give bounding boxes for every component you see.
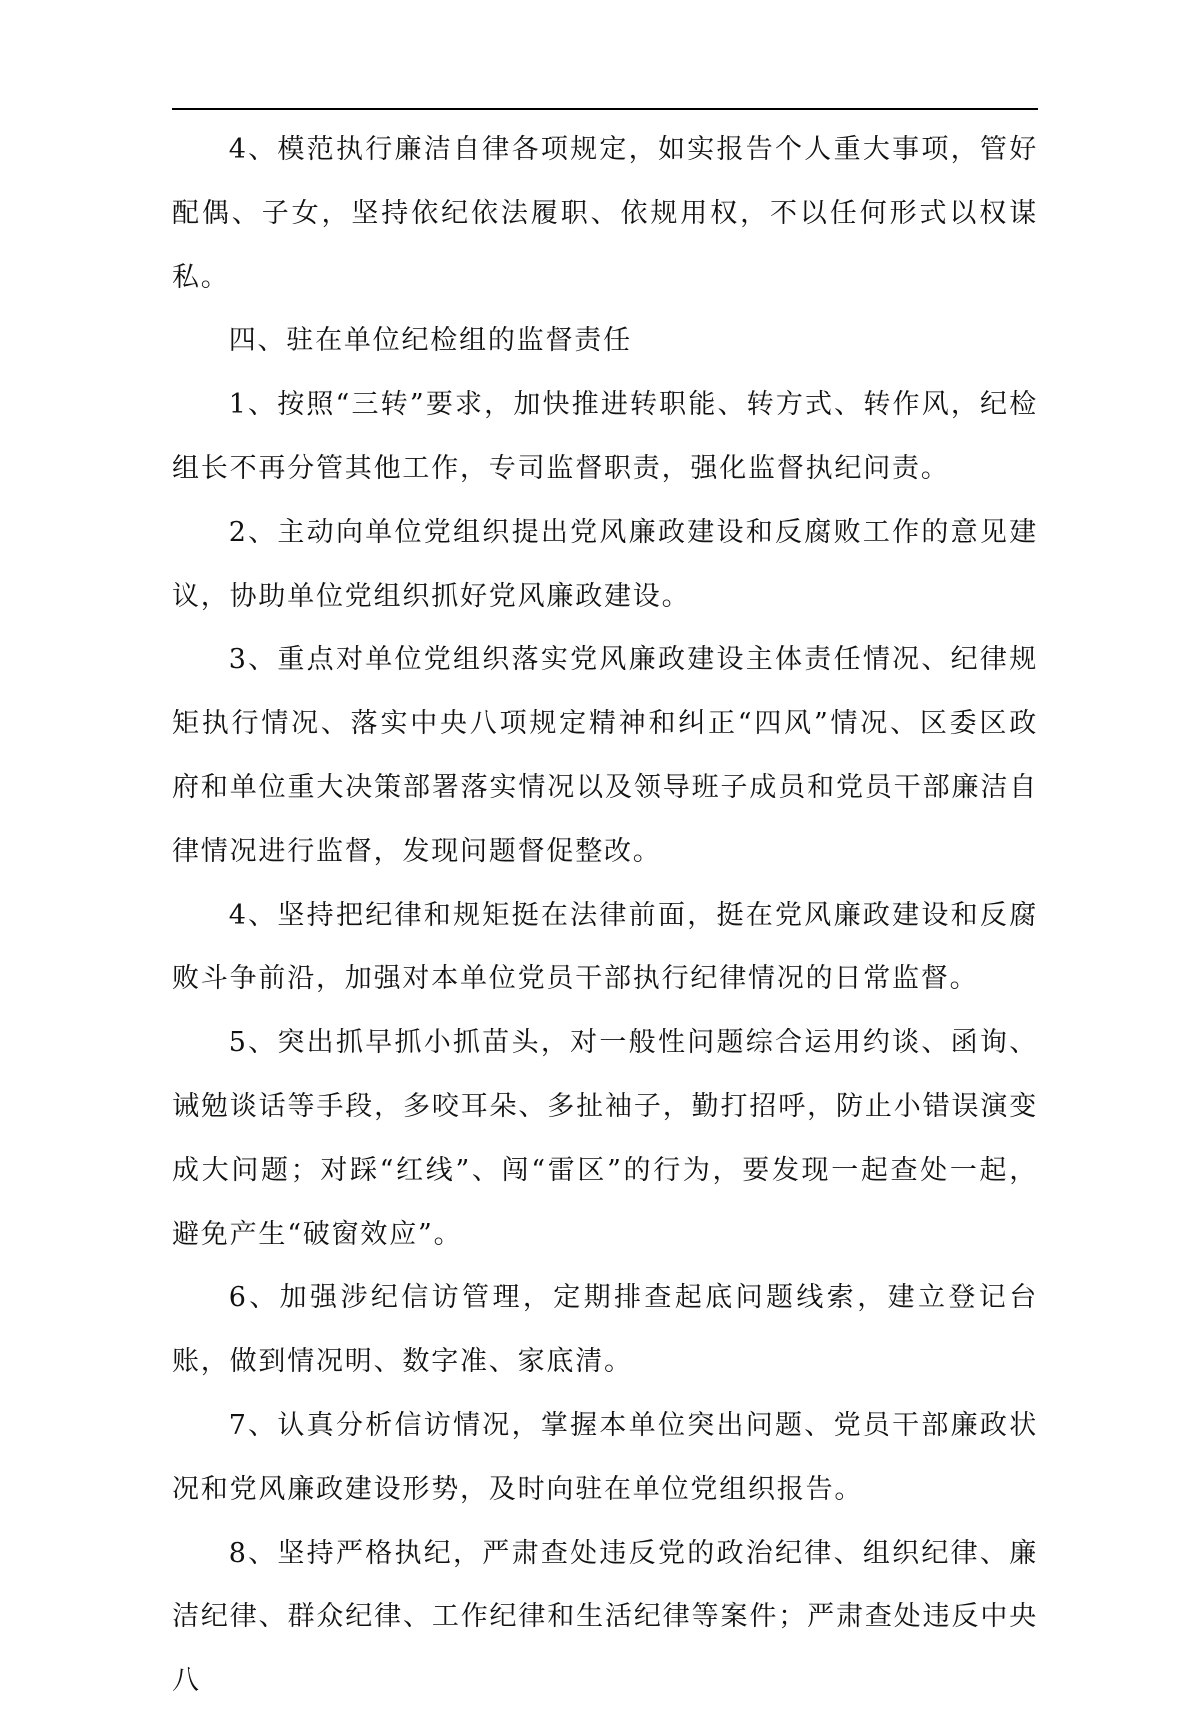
paragraph-item-8-strict-discipline: 8、坚持严格执纪，严肃查处违反党的政治纪律、组织纪律、廉洁纪律、群众纪律、工作纪律和生活纪律等案件；严肃查处违反中央八 [172, 1537, 1038, 1697]
paragraph-item-1-three-transformations: 1、按照“三转”要求，加快推进转职能、转方式、转作风，纪检组长不再分管其他工作，专司监督职责，强化监督执纪问责。 [172, 389, 1038, 484]
paragraph-item-5-early-intervention: 5、突出抓早抓小抓苗头，对一般性问题综合运用约谈、函询、诫勉谈话等手段，多咬耳朵、多扯袖子，勤打招呼，防止小错误演变成大问题；对踩“红线”、闯“雷区”的行为，要发现一起查处一起，避免产生“破窗效应”。 [172, 1027, 1038, 1250]
paragraph-item-4-discipline-first: 4、坚持把纪律和规矩挺在法律前面，挺在党风廉政建设和反腐败斗争前沿，加强对本单位党员干部执行纪律情况的日常监督。 [172, 899, 1038, 995]
paragraph-item-7-petition-analysis: 7、认真分析信访情况，掌握本单位突出问题、党员干部廉政状况和党风廉政建设形势，及时向驻在单位党组织报告。 [172, 1409, 1038, 1505]
paragraph-item-4-clean-governance: 4、模范执行廉洁自律各项规定，如实报告个人重大事项，管好配偶、子女，坚持依纪依法履职、依规用权，不以任何形式以权谋私。 [172, 134, 1038, 293]
paragraph-item-6-petition-management: 6、加强涉纪信访管理，定期排查起底问题线索，建立登记台账，做到情况明、数字准、家底清。 [172, 1282, 1038, 1378]
paragraph-item-3-key-supervision: 3、重点对单位党组织落实党风廉政建设主体责任情况、纪律规矩执行情况、落实中央八项规定精神和纠正“四风”情况、区委区政府和单位重大决策部署落实情况以及领导班子成员和党员干部廉洁自律情况进行监督，发现问题督促整改。 [172, 644, 1038, 867]
section-heading-supervision: 四、驻在单位纪检组的监督责任 [228, 325, 632, 357]
paragraph-item-2-suggestions: 2、主动向单位党组织提出党风廉政建设和反腐败工作的意见建议，协助单位党组织抓好党风廉政建设。 [172, 516, 1038, 612]
document-body [172, 118, 1038, 1713]
header-rule [172, 108, 1038, 110]
